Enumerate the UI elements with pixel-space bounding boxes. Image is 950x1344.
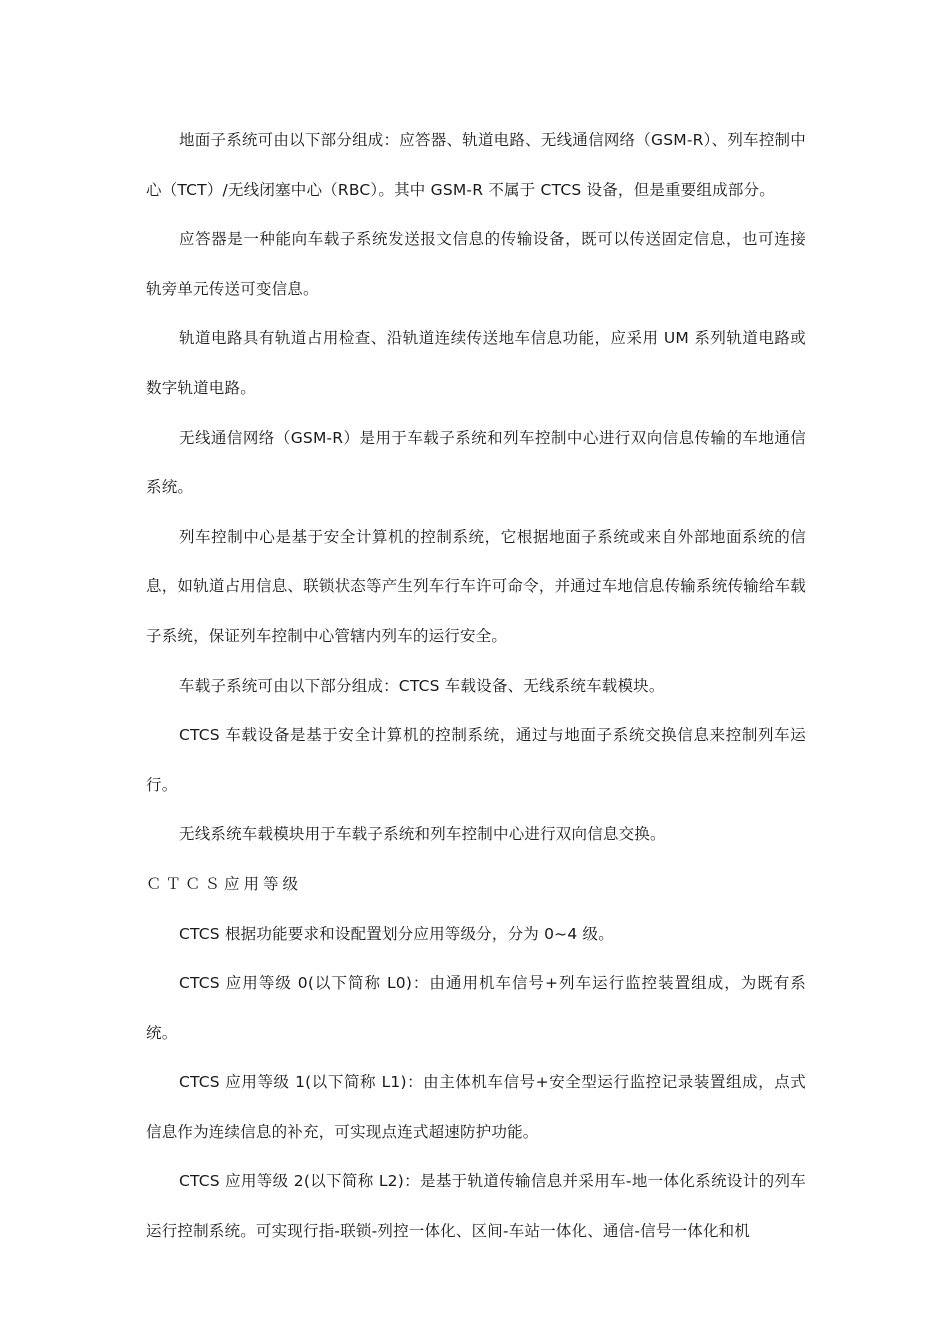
paragraph-balise: 应答器是一种能向车载子系统发送报文信息的传输设备，既可以传送固定信息，也可连接轨旁单元传送可变信息。 [146, 230, 806, 298]
paragraph-gsm-r: 无线通信网络（GSM-R）是用于车载子系统和列车控制中心进行双向信息传输的车地通信系统。 [146, 428, 806, 497]
paragraph-ctcs-levels-overview: CTCS 根据功能要求和设配置划分应用等级分，分为 0~4 级。 [179, 924, 614, 943]
paragraph-ctcs-level-2: CTCS 应用等级 2(以下简称 L2)：是基于轨道传输信息并采用车-地一体化系统设计的列车运行控制系统。可实现行指-联锁-列控一体化、区间-车站一体化、通信-信号一体化和机 [146, 1172, 806, 1241]
paragraph-ctcs-level-1: CTCS 应用等级 1(以下简称 L1)：由主体机车信号+安全型运行监控记录装置组成，点式信息作为连续信息的补充，可实现点连式超速防护功能。 [146, 1073, 806, 1141]
section-heading-ctcs-levels: ＣＴＣＳ应用等级 [146, 874, 303, 893]
paragraph-onboard-subsystem: 车载子系统可由以下部分组成：CTCS 车载设备、无线系统车载模块。 [179, 676, 665, 695]
paragraph-track-circuit: 轨道电路具有轨道占用检查、沿轨道连续传送地车信息功能，应采用 UM 系列轨道电路或数字轨道电路。 [146, 329, 806, 397]
paragraph-ctcs-onboard-equipment: CTCS 车载设备是基于安全计算机的控制系统，通过与地面子系统交换信息来控制列车运行。 [146, 726, 806, 794]
paragraph-ctcs-level-0: CTCS 应用等级 0(以下简称 L0)：由通用机车信号+列车运行监控装置组成，为既有系统。 [146, 974, 806, 1042]
document-body [146, 116, 806, 1257]
paragraph-train-control-center: 列车控制中心是基于安全计算机的控制系统，它根据地面子系统或来自外部地面系统的信息，如轨道占用信息、联锁状态等产生列车行车许可命令，并通过车地信息传输系统传输给车载子系统，保证列车控制中心管辖内列车的运行安全。 [146, 527, 806, 645]
paragraph-wireless-onboard-module: 无线系统车载模块用于车载子系统和列车控制中心进行双向信息交换。 [179, 825, 666, 844]
paragraph-ground-subsystem: 地面子系统可由以下部分组成：应答器、轨道电路、无线通信网络（GSM-R）、列车控制中心（TCT）/无线闭塞中心（RBC）。其中 GSM-R 不属于 CTCS 设备，但是重要组成部分。 [146, 131, 806, 199]
